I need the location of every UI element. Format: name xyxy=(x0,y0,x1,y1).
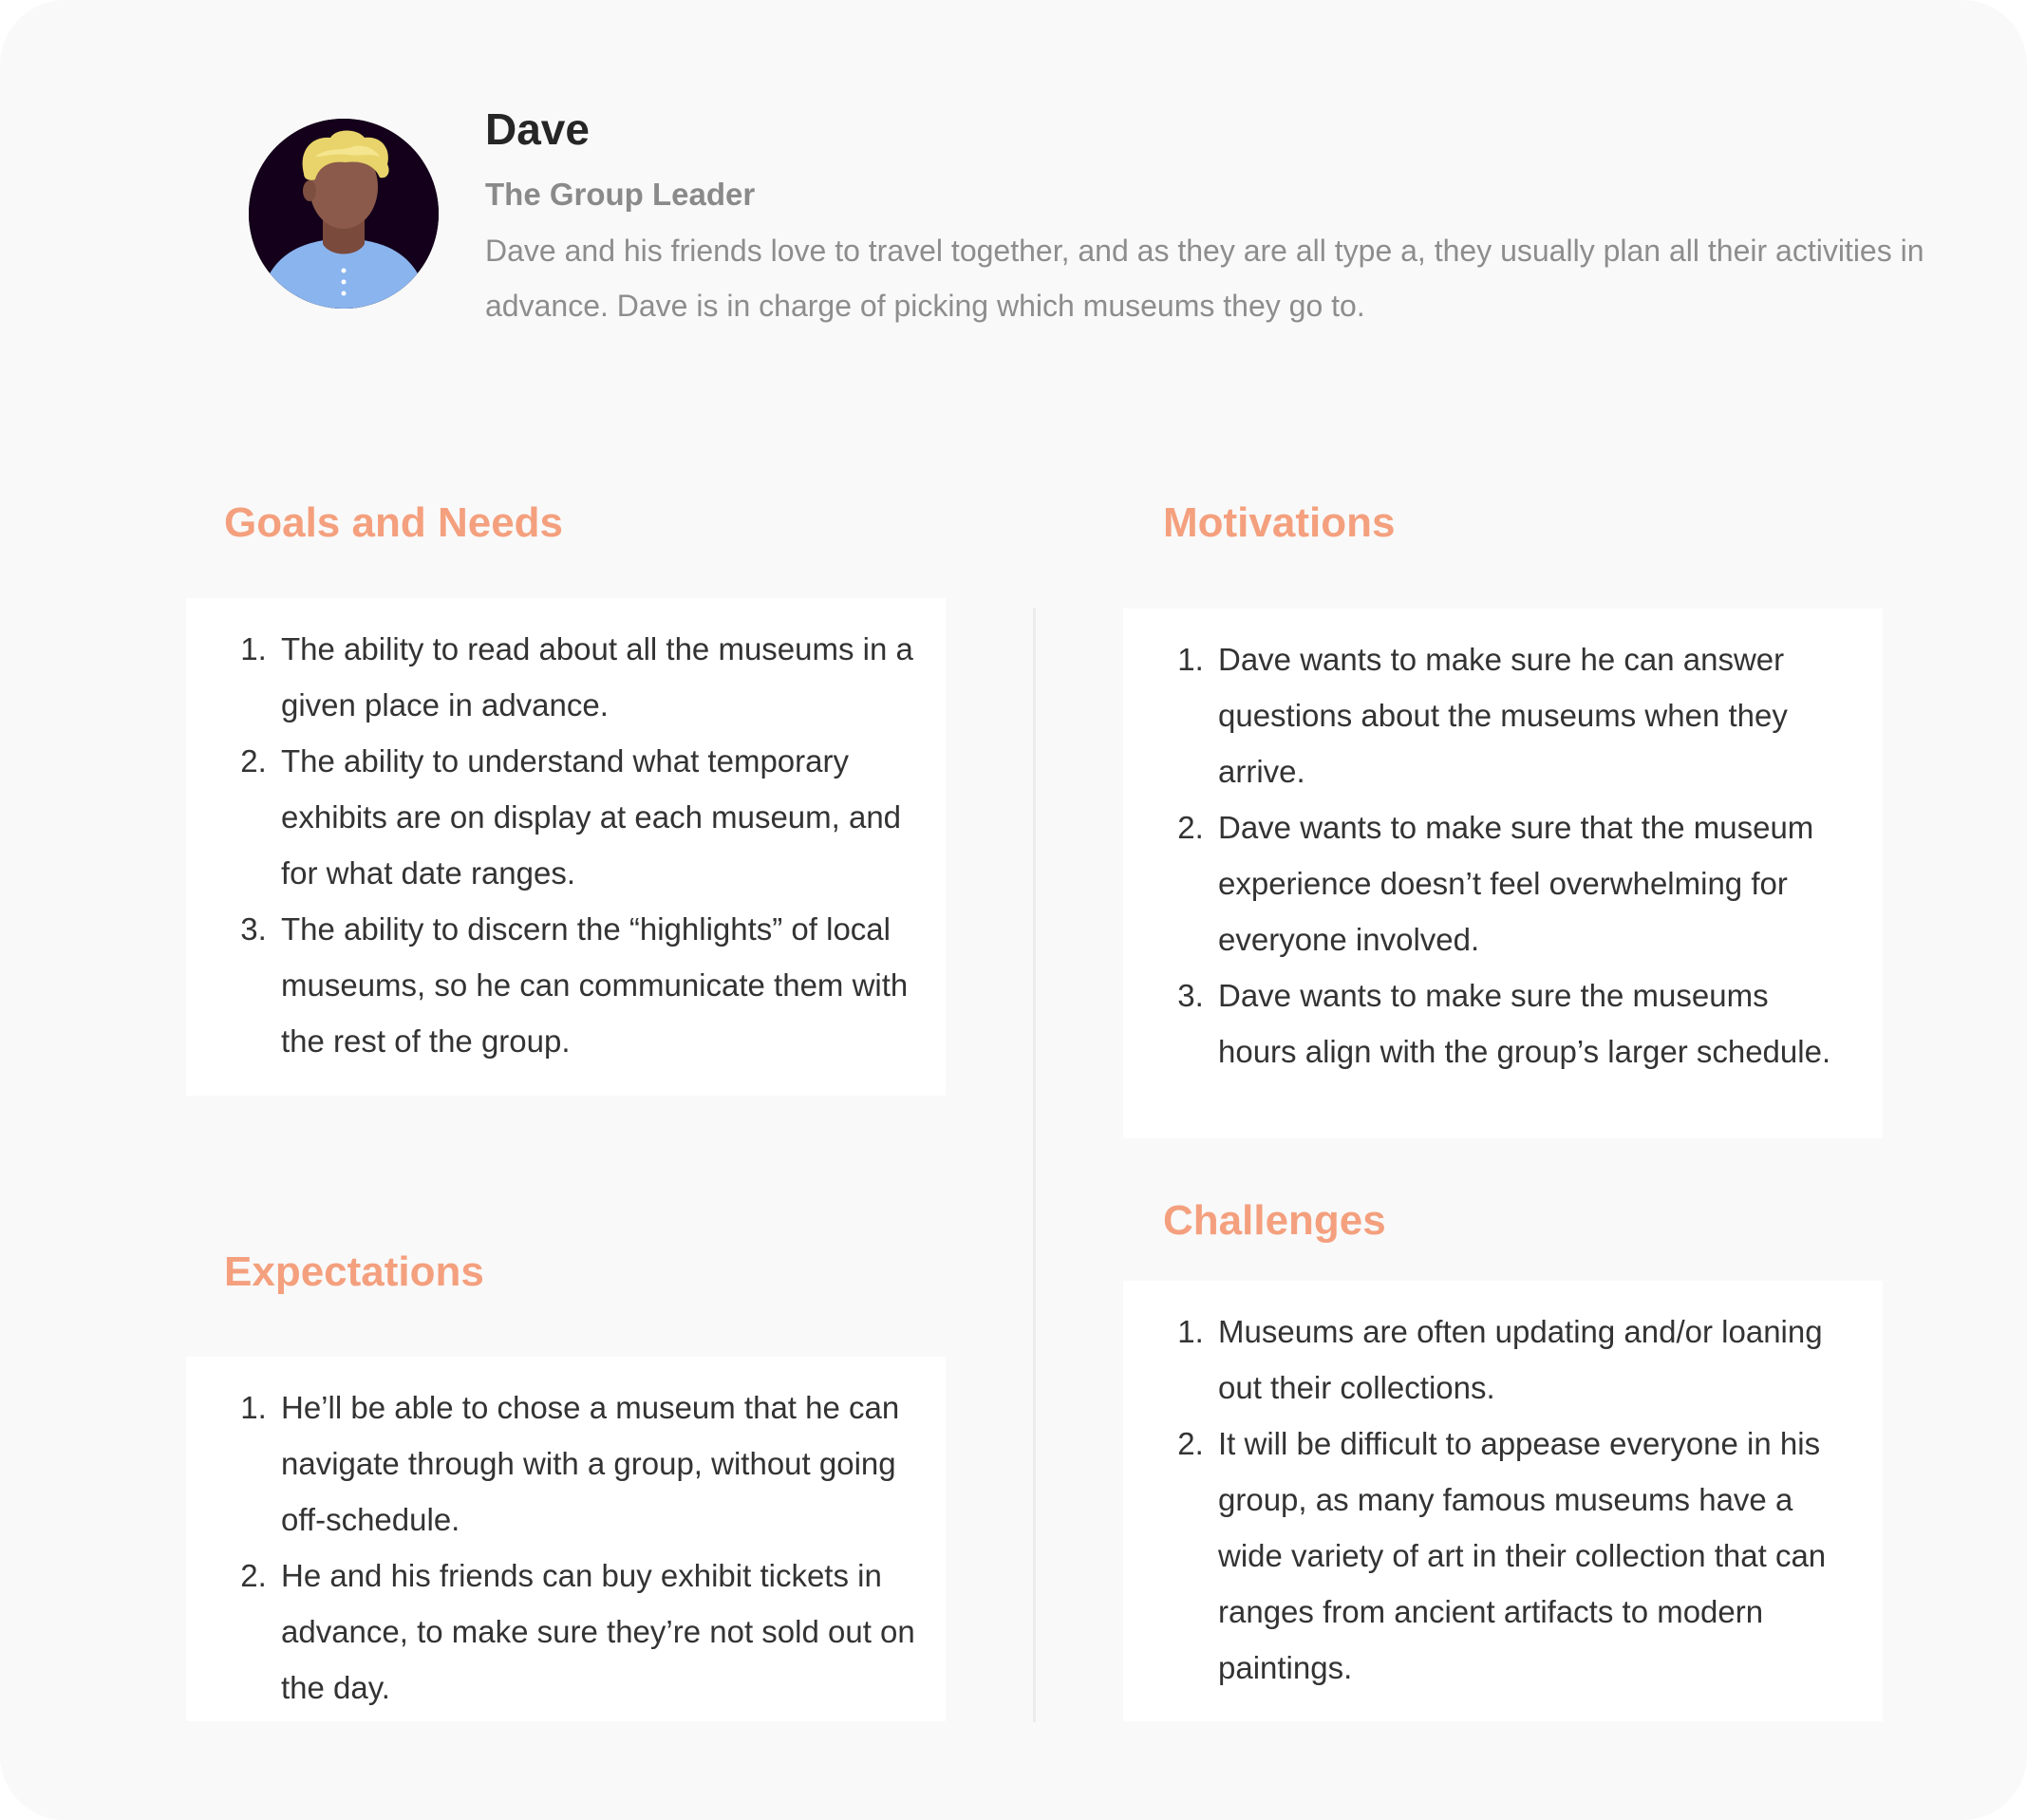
list-item: 3. Dave wants to make sure the museums hours align with the group’s larger schedule. xyxy=(1212,967,1854,1079)
persona-role: The Group Leader xyxy=(485,177,756,212)
column-divider xyxy=(1033,608,1036,1722)
goals-heading: Goals and Needs xyxy=(224,499,564,546)
avatar-icon xyxy=(249,119,439,309)
persona-bio: Dave and his friends love to travel together, and as they are all type a, they usually plan all their activities in advance. Dave is in charge of picking which museums they go to. xyxy=(485,234,1924,323)
persona-name: Dave xyxy=(485,104,590,154)
list-item: 1. Museums are often updating and/or loaning out their collections. xyxy=(1212,1304,1854,1416)
list-item: 2. Dave wants to make sure that the museum experience doesn’t feel overwhelming for everyone involved. xyxy=(1212,799,1854,967)
expectations-card xyxy=(186,1357,946,1721)
list-item: 3. The ability to discern the “highlights” of local museums, so he can communicate them with the rest of the group. xyxy=(275,901,917,1069)
list-item: 1. He’ll be able to chose a museum that he can navigate through with a group, without going off-schedule. xyxy=(275,1379,917,1548)
challenges-heading: Challenges xyxy=(1163,1197,1386,1244)
motivations-list xyxy=(1123,631,1854,1079)
goals-card xyxy=(186,598,946,1096)
goals-list xyxy=(186,621,917,1069)
list-item: 2. The ability to understand what temporary exhibits are on display at each museum, and for what date ranges. xyxy=(275,733,917,901)
avatar xyxy=(249,119,439,309)
challenges-list xyxy=(1123,1304,1854,1696)
motivations-heading: Motivations xyxy=(1163,499,1396,546)
motivations-card xyxy=(1123,609,1883,1138)
expectations-heading: Expectations xyxy=(224,1248,484,1295)
challenges-card xyxy=(1123,1281,1883,1721)
expectations-list xyxy=(186,1379,917,1716)
list-item: 1. The ability to read about all the museums in a given place in advance. xyxy=(275,621,917,733)
list-item: 1. Dave wants to make sure he can answer questions about the museums when they arrive. xyxy=(1212,631,1854,799)
list-item: 2. He and his friends can buy exhibit tickets in advance, to make sure they’re not sold out on the day. xyxy=(275,1548,917,1716)
list-item: 2. It will be difficult to appease everyone in his group, as many famous museums have a wide variety of art in their collection that can ranges from ancient artifacts to modern paintings. xyxy=(1212,1416,1854,1696)
